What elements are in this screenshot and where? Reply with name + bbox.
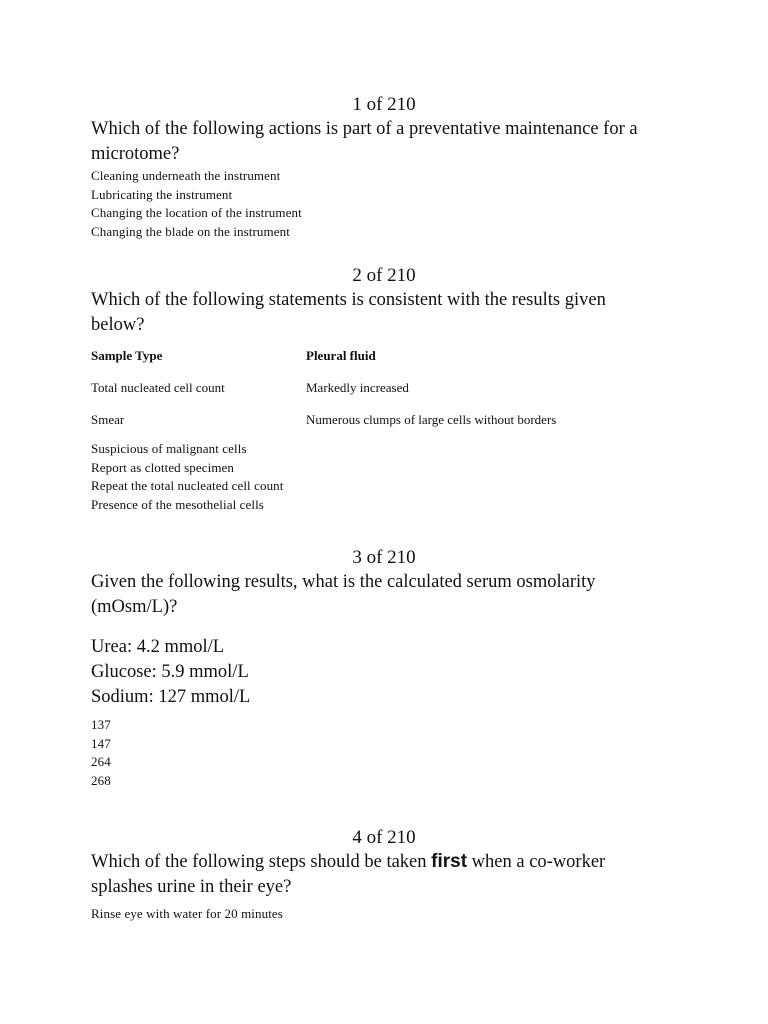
question-number: 4 of 210 — [352, 827, 416, 848]
question-number: 1 of 210 — [352, 94, 416, 115]
answer-option[interactable]: 147 — [91, 735, 111, 751]
table-header: Pleural fluid — [306, 348, 376, 363]
answer-option[interactable]: 268 — [91, 772, 111, 788]
question-stem-text: Which of the following steps should be taken — [91, 852, 432, 872]
answer-option[interactable]: 137 — [91, 717, 111, 732]
answer-option[interactable]: Lubricating the instrument — [91, 186, 233, 202]
question-stem: Which of the following actions is part of a preventative maintenance for a microtome? — [91, 119, 638, 164]
question-4 — [91, 849, 651, 924]
question-stem — [91, 849, 651, 900]
answer-option[interactable]: Changing the location of the instrument — [91, 205, 302, 220]
answer-option[interactable]: Repeat the total nucleated cell count — [91, 478, 284, 493]
answer-option[interactable]: Changing the blade on the instrument — [91, 223, 290, 239]
question-2 — [91, 288, 651, 514]
answer-option[interactable]: Rinse eye with water for 20 minutes — [91, 906, 283, 921]
answer-option[interactable]: Presence of the mesothelial cells — [91, 496, 264, 512]
answer-option[interactable]: Suspicious of malignant cells — [91, 441, 247, 456]
question-number: 3 of 210 — [352, 547, 416, 568]
question-stem: Given the following results, what is the calculated serum osmolarity (mOsm/L)? — [91, 572, 596, 617]
question-stem: Which of the following statements is consistent with the results given below? — [91, 290, 606, 335]
question-number: 2 of 210 — [352, 265, 416, 286]
table-cell: Numerous clumps of large cells without borders — [306, 412, 557, 427]
result-line: Glucose: 5.9 mmol/L — [91, 662, 249, 682]
answer-option[interactable]: Report as clotted specimen — [91, 459, 235, 475]
result-line: Urea: 4.2 mmol/L — [91, 637, 225, 657]
answer-option[interactable]: Cleaning underneath the instrument — [91, 168, 281, 183]
emphasis-text: first — [431, 851, 468, 872]
question-1 — [91, 117, 681, 241]
table-header-row — [91, 340, 556, 372]
table-row — [91, 404, 556, 436]
table-header: Sample Type — [91, 348, 163, 363]
table-cell: Markedly increased — [306, 380, 409, 395]
answer-option[interactable]: 264 — [91, 754, 111, 769]
results-table — [91, 340, 556, 436]
table-row — [91, 372, 556, 404]
question-3 — [91, 570, 651, 790]
result-line: Sodium: 127 mmol/L — [91, 687, 251, 707]
table-cell: Total nucleated cell count — [91, 380, 225, 395]
table-cell: Smear — [91, 412, 125, 427]
question-stem-text: when a co-worker splashes urine in their eye? — [91, 852, 606, 897]
